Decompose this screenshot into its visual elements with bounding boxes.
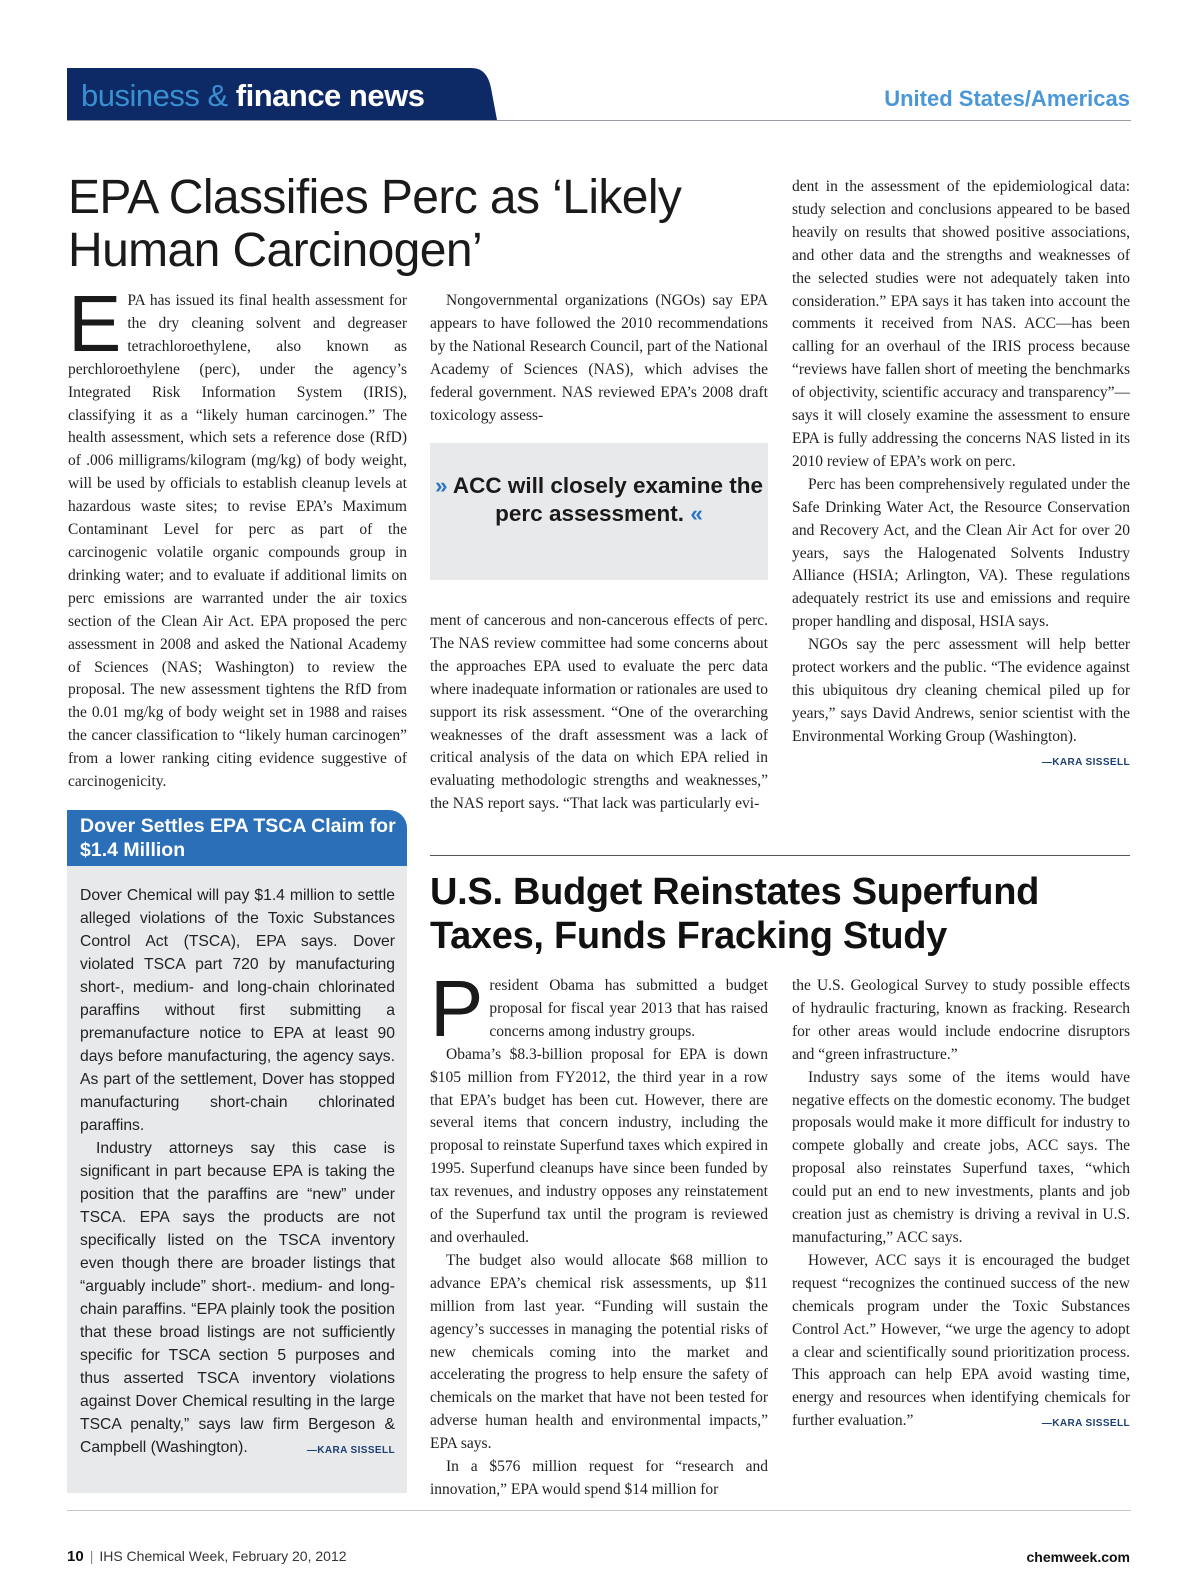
website-link[interactable]: chemweek.com (1026, 1549, 1130, 1565)
sidebar-paragraph: Industry attorneys say this case is significant in part because EPA is taking the position that the paraffins are “new” under TSCA. EPA says the products are not specifically listed on the TSCA inventory even though there are broader listings that “arguably include” short-. medium- and long-chain paraffins. “EPA plainly took the position that these broad listings are not sufficiently specific for TSCA section 5 purposes and thus asserted TSCA inventory violations against Dover Chemical resulting in the large TSCA penalty,” says law firm Bergeson & Campbell (Washington). —KARA SISSELL (80, 1137, 395, 1459)
footer-separator: | (89, 1548, 94, 1564)
section-title (81, 78, 424, 114)
article1-column-1 (68, 279, 407, 794)
article1-headline: EPA Classifies Perc as ‘Likely Human Carcinogen’ (68, 171, 682, 277)
article2-column-2 (792, 975, 1130, 1436)
pull-quote-text: ACC will closely examine the perc assessment. (452, 473, 764, 526)
section-title-light: business & (81, 78, 236, 113)
article1-dropcap: E (68, 279, 122, 368)
article2-paragraph: Industry says some of the items would have negative effects on the domestic economy. The budget proposals would make it more difficult for industry to compete globally and create jobs, ACC says. The proposal also reinstates Superfund taxes, “which could put an end to new investments, plants and job creation just as chemistry is driving a revival in U.S. manufacturing,” ACC says. (792, 1068, 1130, 1246)
footer-folio (67, 1548, 347, 1565)
pull-quote (430, 443, 768, 580)
header-divider (67, 120, 1131, 121)
sidebar-paragraph: Dover Chemical will pay $1.4 million to settle alleged violations of the Toxic Substances Control Act (TSCA), EPA says. Dover violated TSCA part 720 by manufacturing short-, medium- and long-chain chlorinated paraffins without first submitting a premanufacture notice to EPA at least 90 days before manufacturing, the agency says. As part of the settlement, Dover has stopped manufacturing short-chain chlorinated paraffins. (80, 887, 395, 1134)
article2-column-1 (430, 964, 768, 1502)
section-banner (67, 68, 497, 120)
publication-info: IHS Chemical Week, February 20, 2012 (99, 1548, 347, 1564)
article2-paragraph: The budget also would allocate $68 million to advance EPA’s chemical risk assessments, up $11 million from last year. “Funding will sustain the agency’s successes in managing the potential risks of new chemicals coming into the market and accelerating the progress to help ensure the safety of chemicals on the market that have not been tested for adverse human health and environmental impacts,” EPA says. (430, 1251, 768, 1453)
article1-paragraph: Nongovernmental organizations (NGOs) say EPA appears to have followed the 2010 recommendations by the National Research Council, part of the National Academy of Sciences (NAS), which advises the federal government. NAS reviewed EPA’s 2008 draft toxicology assess- (430, 292, 768, 424)
article2-byline: —KARA SISSELL (1041, 1418, 1130, 1430)
article1-paragraph: PA has issued its final health assessment for the dry cleaning solvent and degreaser tetrachloroethylene, also known as perchloroethylene (perc), under the agency’s Integrated Risk Information System (IRIS), classifying it as a “likely human carcinogen.” The health assessment, which sets a reference dose (RfD) of .006 milligrams/kilogram (mg/kg) of body weight, will be used by officials to establish cleanup levels at hazardous waste sites; to revise EPA’s Maximum Contaminant Level for perc as part of the carcinogenic volatile organic compounds group in drinking water; and to evaluate if additional limits on perc emissions are warranted under the air toxics section of the Clean Air Act. EPA proposed the perc assessment in 2008 and asked the National Academy of Sciences (NAS; Washington) to review the proposal. The new assessment tightens the RfD from the 0.01 mg/kg of body weight set in 1988 and raises the cancer classification to “likely human carcinogen” from a lower ranking citing evidence suggestive of carcinogenicity. (68, 292, 407, 791)
region-label: United States/Americas (884, 86, 1130, 111)
article1-paragraph: Perc has been comprehensively regulated under the Safe Drinking Water Act, the Resource Conservation and Recovery Act, and the Clean Air Act for over 20 years, says the Halogenated Solvents Industry Alliance (HSIA; Arlington, VA). These regulations adequately restrict its use and emissions and require proper handling and disposal, HSIA says. (792, 475, 1130, 631)
article2-paragraph: resident Obama has submitted a budget proposal for fiscal year 2013 that has raised concerns among industry groups. (489, 977, 768, 1040)
article2-paragraph: In a $576 million request for “research and innovation,” EPA would spend $14 million for (430, 1458, 768, 1498)
article1-paragraph: ment of cancerous and non-cancerous effects of perc. The NAS review committee had some concerns about the approaches EPA used to evaluate the perc data where inadequate information or rationales are used to support its risk assessment. “One of the overarching weaknesses of the draft assessment was a lack of critical analysis of the data on which EPA relied in evaluating methodologic strengths and weaknesses,” the NAS report says. “That lack was particularly evi- (430, 612, 768, 813)
article1-column-2-top (430, 290, 768, 427)
article1-paragraph: dent in the assessment of the epidemiological data: study selection and conclusions appeared to be based heavily on results that showed positive associations, and other data and the strengths and weaknesses of the selected studies were not adequately taken into consideration.” EPA says it has taken into account the comments it received from NAS. ACC—has been calling for an overhaul of the IRIS process because “reviews have fallen short of meeting the benchmarks of objectivity, scientific accuracy and transparency”—says it will closely examine the assessment to ensure EPA is fully addressing the concerns NAS listed in its 2010 review of EPA’s work on perc. (792, 178, 1130, 470)
quote-close-icon: « (690, 501, 703, 526)
article2-headline: U.S. Budget Reinstates Superfund Taxes, Funds Fracking Study (430, 871, 1040, 957)
article2-dropcap: P (430, 964, 484, 1053)
page-number: 10 (67, 1548, 84, 1565)
quote-open-icon: » (434, 473, 448, 498)
section-title-bold: finance news (235, 78, 425, 113)
sidebar-body (67, 866, 407, 1493)
sidebar-title: Dover Settles EPA TSCA Claim for $1.4 Million (67, 810, 407, 866)
article1-paragraph: NGOs say the perc assessment will help better protect workers and the public. “The evidence against this ubiquitous dry cleaning chemical piled up for years,” says David Andrews, senior scientist with the Environmental Working Group (Washington). —KARA SISSELL (792, 634, 1130, 749)
article1-column-3 (792, 176, 1130, 775)
footer-divider (67, 1510, 1131, 1511)
article2-paragraph: However, ACC says it is encouraged the budget request “recognizes the continued success of the new chemicals program under the Toxic Substances Control Act.” However, “we urge the agency to adopt a clear and scientifically sound prioritization process. This approach can help EPA avoid wasting time, energy and resources when identifying chemicals for further evaluation.” —KARA SISSELL (792, 1250, 1130, 1433)
article2-paragraph: Obama’s $8.3-billion proposal for EPA is down $105 million from FY2012, the third year in a row that EPA’s budget has been cut. However, there are several items that concern industry, including the proposal to reinstate Superfund taxes which expired in 1995. Superfund cleanups have since been funded by tax revenues, and industry opposes any reinstatement of the Superfund tax until the program is reviewed and overhauled. (430, 1045, 768, 1246)
article2-paragraph: the U.S. Geological Survey to study possible effects of hydraulic fracturing, known as fracking. Research for other areas would include endocrine disruptors and “green infrastructure.” (792, 977, 1130, 1063)
article1-column-2-bottom (430, 610, 768, 816)
article-divider (430, 855, 1130, 856)
sidebar-byline: —KARA SISSELL (306, 1445, 395, 1456)
article1-byline: —KARA SISSELL (1041, 756, 1130, 768)
